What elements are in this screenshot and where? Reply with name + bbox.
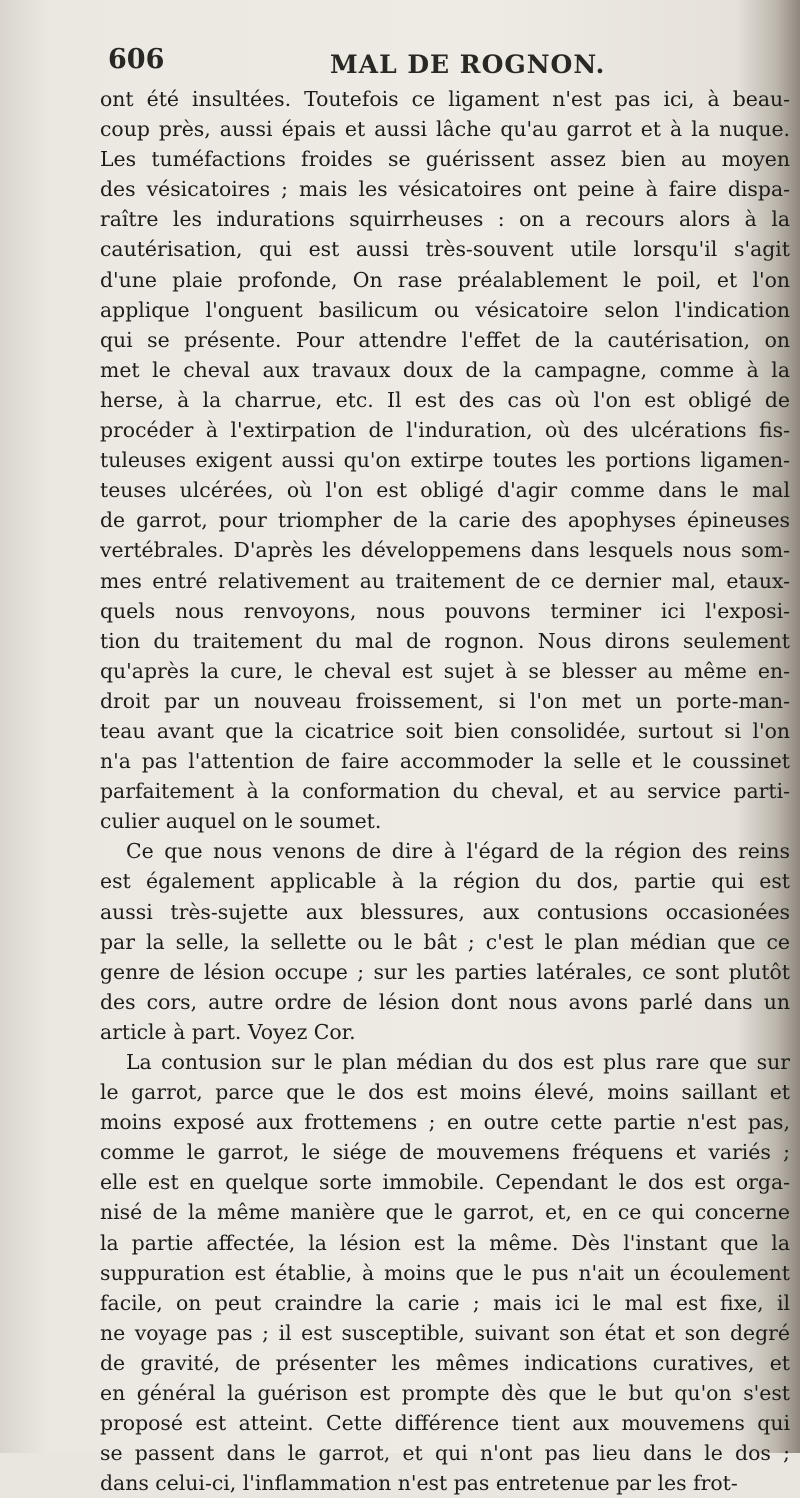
- text-line: mes entré relativement au traitement de ce dernier mal, etaux-: [100, 568, 790, 593]
- text-line: proposé est atteint. Cette différence tient aux mouvemens qui: [100, 1411, 790, 1436]
- text-line: par la selle, la sellette ou le bât ; c'est le plan médian que ce: [100, 929, 790, 954]
- text-line: herse, à la charrue, etc. Il est des cas où l'on est obligé de: [100, 387, 790, 412]
- text-line: de gravité, de présenter les mêmes indications curatives, et: [100, 1350, 790, 1375]
- text-line: se passent dans le garrot, et qui n'ont pas lieu dans le dos ;: [100, 1441, 790, 1466]
- text-line: comme le garrot, le siége de mouvemens fréquens et variés ;: [100, 1140, 790, 1165]
- text-line: teuses ulcérées, où l'on est obligé d'agir comme dans le mal: [100, 478, 790, 503]
- text-line: raître les indurations squirrheuses : on a recours alors à la: [100, 207, 790, 232]
- text-line: coup près, aussi épais et aussi lâche qu'au garrot et à la nuque.: [100, 117, 790, 142]
- text-line: La contusion sur le plan médian du dos est plus rare que sur: [126, 1050, 790, 1074]
- text-line: en général la guérison est prompte dès que le but qu'on s'est: [100, 1381, 790, 1406]
- page-number: 606: [108, 44, 165, 75]
- text-line: droit par un nouveau froissement, si l'on met un porte-man-: [100, 688, 790, 713]
- text-line: nisé de la même manière que le garrot, et, en ce qui concerne: [100, 1200, 790, 1225]
- text-line: dans celui-ci, l'inflammation n'est pas entretenue par les frot-: [100, 1471, 738, 1496]
- text-line: ont été insultées. Toutefois ce ligament n'est pas ici, à beau-: [100, 87, 790, 111]
- text-line: cautérisation, qui est aussi très-souvent utile lorsqu'il s'agit: [100, 237, 790, 262]
- text-line: procéder à l'extirpation de l'induration, où des ulcérations fis-: [100, 418, 790, 443]
- text-line: applique l'onguent basilicum ou vésicatoire selon l'indication: [100, 297, 790, 322]
- text-line: le garrot, parce que le dos est moins élevé, moins saillant et: [100, 1080, 790, 1105]
- text-line: Les tuméfactions froides se guérissent assez bien au moyen: [100, 147, 790, 172]
- text-line: d'une plaie profonde, On rase préalablement le poil, et l'on: [100, 267, 790, 292]
- text-line: la partie affectée, la lésion est la même. Dès l'instant que la: [100, 1230, 790, 1255]
- text-line: qu'après la cure, le cheval est sujet à se blesser au même en-: [100, 658, 790, 683]
- text-line: genre de lésion occupe ; sur les parties latérales, ce sont plutôt: [100, 959, 790, 984]
- text-line: quels nous renvoyons, nous pouvons terminer ici l'exposi-: [100, 598, 790, 623]
- text-line: elle est en quelque sorte immobile. Cependant le dos est orga-: [100, 1170, 790, 1195]
- text-line: n'a pas l'attention de faire accommoder la selle et le coussinet: [100, 749, 790, 774]
- body-text: [100, 84, 790, 1498]
- text-line: article à part. Voyez Cor.: [100, 1019, 356, 1044]
- paragraph: [100, 1047, 790, 1498]
- running-title: MAL DE ROGNON.: [330, 50, 606, 79]
- text-line: teau avant que la cicatrice soit bien consolidée, surtout si l'on: [100, 718, 790, 743]
- text-line: parfaitement à la conformation du cheval, et au service parti-: [100, 779, 790, 804]
- text-line: est également applicable à la région du dos, partie qui est: [100, 869, 790, 894]
- text-line: vertébrales. D'après les développemens dans lesquels nous som-: [100, 538, 790, 563]
- text-line: suppuration est établie, à moins que le pus n'ait un écoulement: [100, 1260, 790, 1285]
- text-line: de garrot, pour triompher de la carie des apophyses épineuses: [100, 508, 790, 533]
- text-line: des cors, autre ordre de lésion dont nous avons parlé dans un: [100, 989, 790, 1014]
- text-line: tion du traitement du mal de rognon. Nous dirons seulement: [100, 628, 790, 653]
- paragraph: [100, 836, 790, 1047]
- paragraph: [100, 84, 790, 836]
- text-line: tuleuses exigent aussi qu'on extirpe toutes les portions ligamen-: [100, 448, 790, 473]
- text-line: met le cheval aux travaux doux de la campagne, comme à la: [100, 357, 790, 382]
- text-line: des vésicatoires ; mais les vésicatoires ont peine à faire dispa-: [100, 177, 790, 202]
- text-line: facile, on peut craindre la carie ; mais ici le mal est fixe, il: [100, 1290, 790, 1315]
- text-line: qui se présente. Pour attendre l'effet de la cautérisation, on: [100, 327, 790, 352]
- text-line: ne voyage pas ; il est susceptible, suivant son état et son degré: [100, 1320, 790, 1345]
- text-line: moins exposé aux frottemens ; en outre cette partie n'est pas,: [100, 1110, 790, 1135]
- text-line: culier auquel on le soumet.: [100, 809, 382, 834]
- text-line: aussi très-sujette aux blessures, aux contusions occasionées: [100, 899, 790, 924]
- text-line: Ce que nous venons de dire à l'égard de la région des reins: [126, 839, 790, 864]
